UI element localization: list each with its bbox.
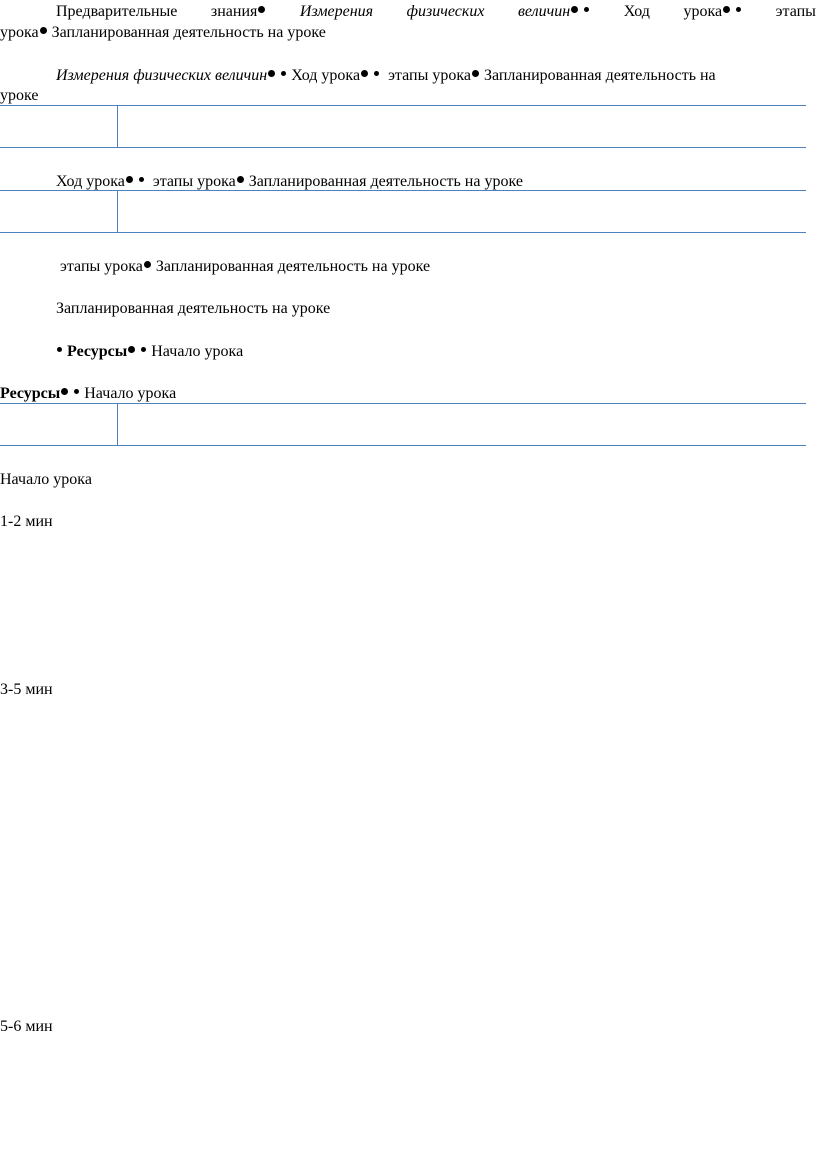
time-label-1-2-min: 1-2 мин xyxy=(0,513,53,530)
word-znaniya-group xyxy=(211,2,266,22)
paragraph-2-line-1 xyxy=(56,66,816,86)
table-3-bottom-border xyxy=(0,445,806,446)
word-uroka-group xyxy=(683,2,742,22)
word-fizicheskih: физических xyxy=(406,3,485,20)
bullet-small-icon xyxy=(141,347,146,352)
text-resources: Ресурсы xyxy=(0,385,61,402)
word-znaniya: знания xyxy=(210,3,258,20)
table-1-column-divider xyxy=(117,105,118,148)
bullet-icon xyxy=(61,388,68,395)
text-uroka: урока xyxy=(0,24,39,41)
bullet-icon xyxy=(258,6,265,13)
bullet-icon xyxy=(268,70,275,77)
text-lesson-stages: этапы урока xyxy=(60,258,143,275)
bullet-icon xyxy=(40,27,47,34)
paragraph-5 xyxy=(56,299,330,319)
bullet-icon xyxy=(571,6,578,13)
bullet-small-icon xyxy=(74,389,79,394)
bullet-small-icon xyxy=(584,7,589,12)
bullet-small-icon xyxy=(57,347,62,352)
text-uroke: уроке xyxy=(0,87,39,104)
text-lesson-start: Начало урока xyxy=(84,385,177,402)
table-2-column-divider xyxy=(117,190,118,233)
text-planned-activity: Запланированная деятельность на уроке xyxy=(155,258,431,275)
text-planned-activity: Запланированная деятельность на уроке xyxy=(56,300,331,317)
paragraph-1-line-1 xyxy=(56,2,816,22)
bullet-small-icon xyxy=(736,7,741,12)
table-2-top-border xyxy=(0,190,806,191)
text-planned-activity: Запланированная деятельность на xyxy=(483,67,716,84)
text-planned-activity: Запланированная деятельность на уроке xyxy=(248,173,523,190)
text-resources: Ресурсы xyxy=(67,343,128,360)
text-lesson-stages: этапы урока xyxy=(388,67,471,84)
bullet-icon xyxy=(361,70,368,77)
paragraph-2-line-2 xyxy=(0,86,38,106)
paragraph-3 xyxy=(56,172,523,192)
bullet-icon xyxy=(126,176,133,183)
word-predvaritelnye: Предварительные xyxy=(56,3,178,20)
word-etapy: этапы xyxy=(775,3,816,20)
time-label-5-6-min: 5-6 мин xyxy=(0,1018,53,1035)
text-lesson-course: Ход урока xyxy=(291,67,361,84)
text-planned-activity: Запланированная деятельность на уроке xyxy=(51,24,326,41)
paragraph-7 xyxy=(0,384,176,404)
time-label-3-5-min: 3-5 мин xyxy=(0,681,53,698)
paragraph-4 xyxy=(60,257,430,277)
word-izmereniya: Измерения xyxy=(299,3,374,20)
word-hod: Ход xyxy=(623,3,650,20)
bullet-icon xyxy=(723,6,730,13)
word-uroka: урока xyxy=(683,3,723,20)
table-2-bottom-border xyxy=(0,232,806,233)
lesson-start-label: Начало урока xyxy=(0,471,92,488)
paragraph-1-line-2 xyxy=(0,23,326,43)
word-velichin: величин xyxy=(517,3,571,20)
text-lesson-course: Ход урока xyxy=(56,173,125,190)
bullet-small-icon xyxy=(139,177,144,182)
word-velichin-group xyxy=(518,2,590,22)
table-3-top-border xyxy=(0,403,806,404)
paragraph-6 xyxy=(56,342,243,362)
text-lesson-stages: этапы урока xyxy=(152,173,236,190)
bullet-small-icon xyxy=(374,71,379,76)
text-lesson-start: Начало урока xyxy=(151,343,244,360)
bullet-icon xyxy=(128,346,135,353)
bullet-icon xyxy=(144,261,151,268)
table-1-bottom-border xyxy=(0,147,806,148)
bullet-icon xyxy=(472,70,479,77)
table-3-column-divider xyxy=(117,403,118,446)
bullet-small-icon xyxy=(281,71,286,76)
table-1-top-border xyxy=(0,105,806,106)
text-measurements: Измерения физических величин xyxy=(56,67,268,84)
bullet-icon xyxy=(237,176,244,183)
